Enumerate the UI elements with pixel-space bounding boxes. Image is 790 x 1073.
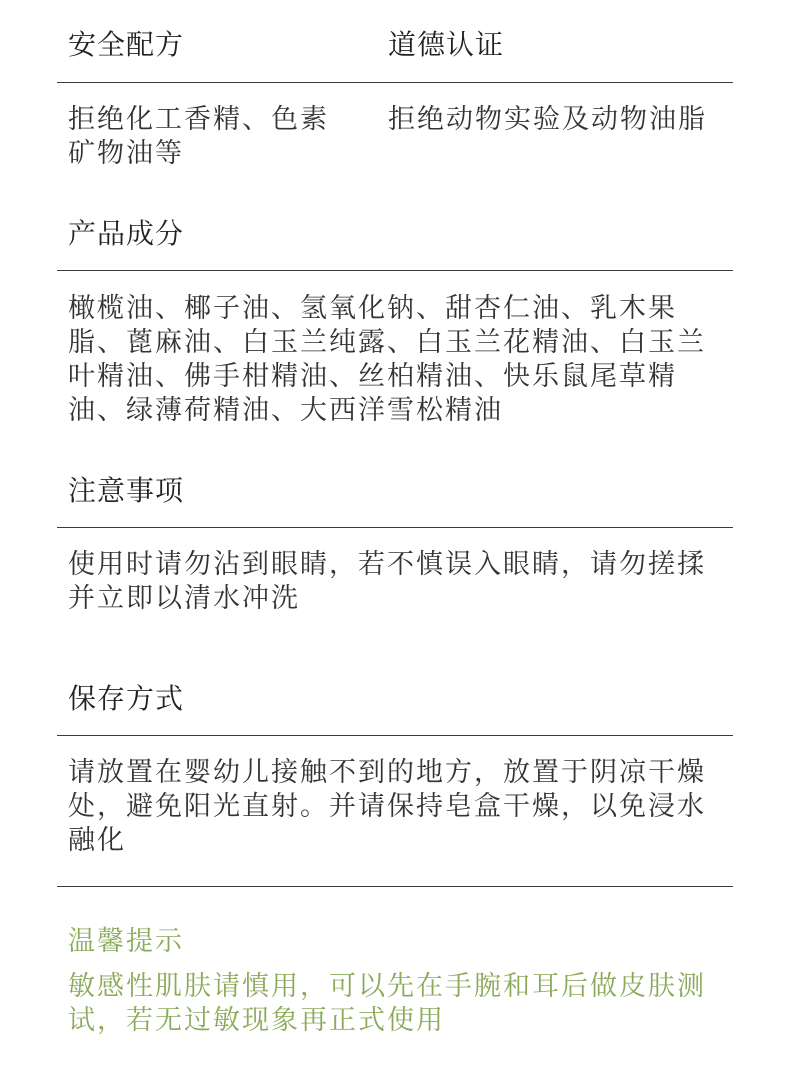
notes-text: 使用时请勿沾到眼睛，若不慎误入眼睛，请勿搓揉并立即以清水冲洗 bbox=[68, 549, 706, 614]
storage-text: 请放置在婴幼儿接触不到的地方，放置于阴凉干燥处，避免阳光直射。并请保持皂盒干燥，以免浸水融化 bbox=[68, 757, 706, 856]
safety-heading: 安全配方 bbox=[68, 28, 185, 61]
divider bbox=[57, 886, 733, 887]
safety-text-line2: 矿物油等 bbox=[68, 138, 184, 169]
ingredients-text: 橄榄油、椰子油、氢氧化钠、甜杏仁油、乳木果脂、蓖麻油、白玉兰纯露、白玉兰花精油、白玉兰叶精油、佛手柑精油、丝柏精油、快乐鼠尾草精油、绿薄荷精油、大西洋雪松精油 bbox=[68, 293, 706, 426]
divider bbox=[57, 527, 733, 528]
tips-heading: 温馨提示 bbox=[68, 926, 184, 957]
ingredients-heading: 产品成分 bbox=[68, 217, 185, 250]
divider bbox=[57, 270, 733, 271]
ethics-text: 拒绝动物实验及动物油脂 bbox=[388, 104, 707, 135]
ethics-heading: 道德认证 bbox=[388, 28, 505, 61]
divider bbox=[57, 735, 733, 736]
tips-text: 敏感性肌肤请慎用，可以先在手腕和耳后做皮肤测试，若无过敏现象再正式使用 bbox=[68, 971, 706, 1036]
storage-heading: 保存方式 bbox=[68, 682, 185, 715]
safety-text-line1: 拒绝化工香精、色素 bbox=[68, 104, 329, 135]
divider bbox=[57, 82, 733, 83]
notes-heading: 注意事项 bbox=[68, 474, 185, 507]
